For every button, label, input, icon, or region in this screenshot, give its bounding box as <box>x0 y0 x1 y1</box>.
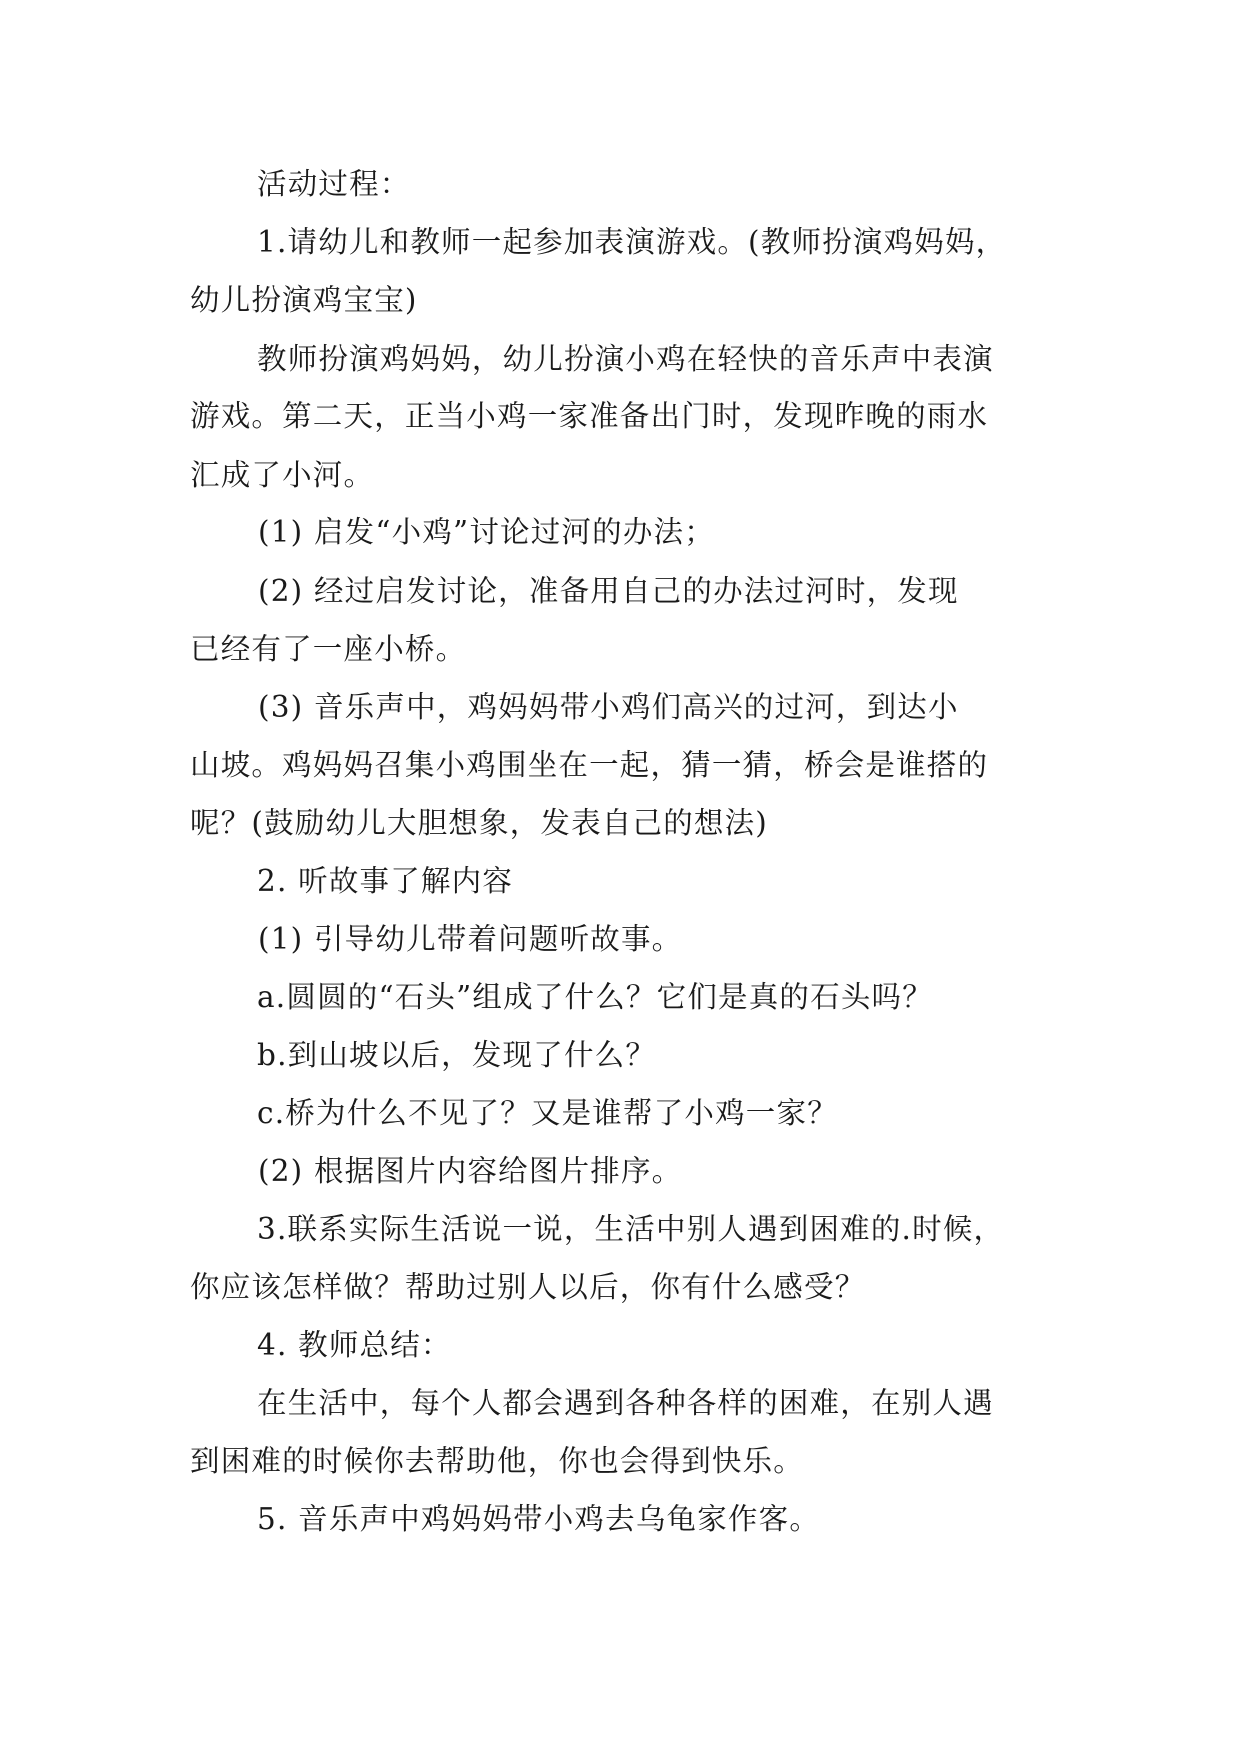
section-heading: 活动过程： <box>257 167 411 201</box>
paragraph-line: 在生活中，每个人都会遇到各种各样的困难，在别人遇 <box>257 1386 994 1420</box>
paragraph-line: 到困难的时候你去帮助他，你也会得到快乐。 <box>190 1444 805 1478</box>
paragraph-line: (1) 引导幼儿带着问题听故事。 <box>258 922 683 956</box>
section-heading: 5. 音乐声中鸡妈妈带小鸡去乌龟家作客。 <box>257 1502 821 1536</box>
question-line: b.到山坡以后，发现了什么？ <box>257 1038 657 1072</box>
paragraph-line: 游戏。第二天，正当小鸡一家准备出门时，发现昨晚的雨水 <box>190 399 989 433</box>
paragraph-line: 幼儿扮演鸡宝宝) <box>190 283 418 317</box>
paragraph-line: 1.请幼儿和教师一起参加表演游戏。(教师扮演鸡妈妈， <box>257 225 1007 259</box>
paragraph-line: 呢？(鼓励幼儿大胆想象，发表自己的想法) <box>190 806 769 840</box>
section-heading: 4. 教师总结： <box>257 1328 452 1362</box>
paragraph-line: (2) 经过启发讨论，准备用自己的办法过河时，发现 <box>258 574 959 608</box>
paragraph-line: (3) 音乐声中，鸡妈妈带小鸡们高兴的过河，到达小 <box>258 690 959 724</box>
question-line: c.桥为什么不见了？又是谁帮了小鸡一家？ <box>257 1096 838 1130</box>
paragraph-line: 3.联系实际生活说一说，生活中别人遇到困难的.时候， <box>257 1212 1005 1246</box>
paragraph-line: 汇成了小河。 <box>190 458 375 492</box>
question-line: a.圆圆的“石头”组成了什么？它们是真的石头吗？ <box>257 980 933 1014</box>
paragraph-line: 你应该怎样做？帮助过别人以后，你有什么感受？ <box>190 1270 866 1304</box>
paragraph-line: 山坡。鸡妈妈召集小鸡围坐在一起，猜一猜，桥会是谁搭的 <box>190 748 989 782</box>
section-heading: 2. 听故事了解内容 <box>257 864 514 898</box>
paragraph-line: 教师扮演鸡妈妈，幼儿扮演小鸡在轻快的音乐声中表演 <box>257 342 994 376</box>
paragraph-line: (1) 启发“小鸡”讨论过河的办法； <box>258 515 715 549</box>
paragraph-line: (2) 根据图片内容给图片排序。 <box>258 1154 683 1188</box>
paragraph-line: 已经有了一座小桥。 <box>190 632 467 666</box>
